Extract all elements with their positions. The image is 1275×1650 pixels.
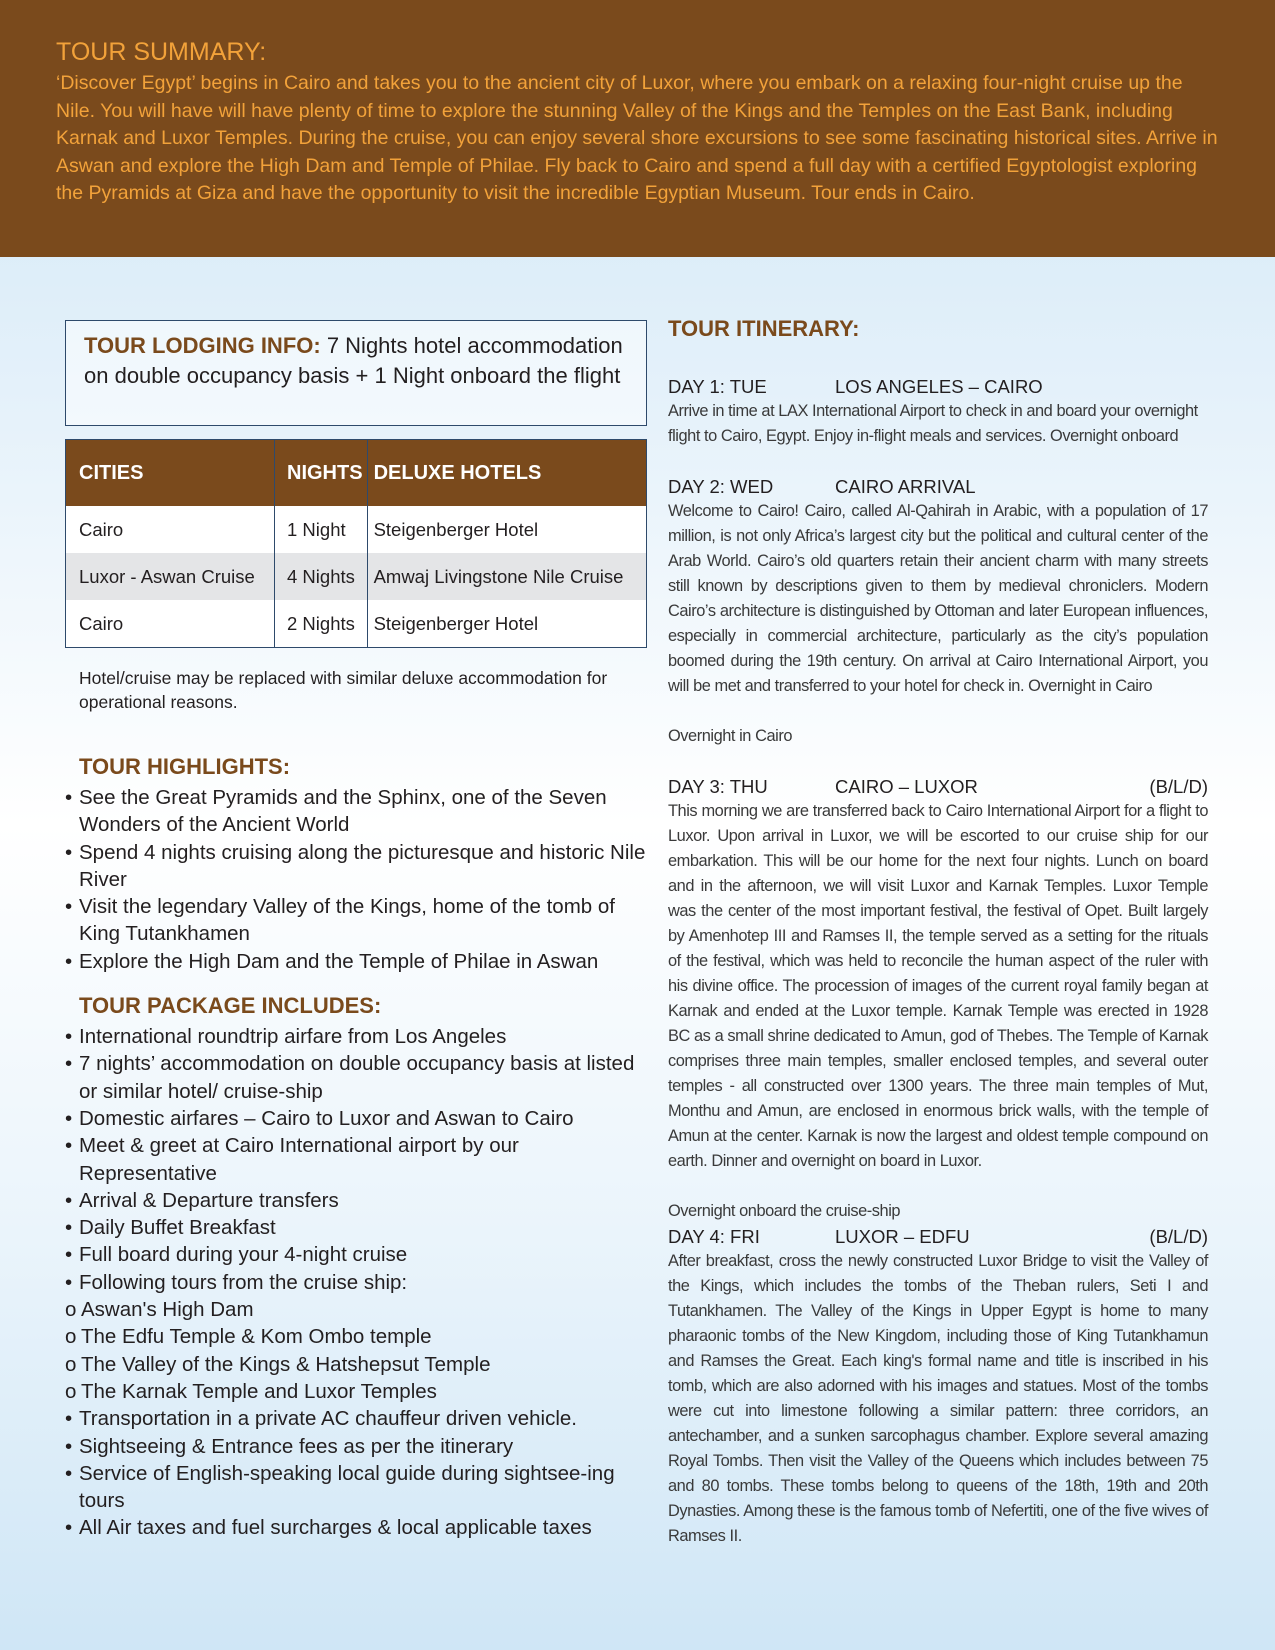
cell-nights: 2 Nights [275, 600, 368, 648]
hotels-table [65, 439, 647, 648]
list-item: • International roundtrip airfare from Los Angeles [65, 1023, 647, 1050]
day-2-overnight: Overnight in Cairo [668, 727, 792, 745]
cell-nights: 4 Nights [275, 553, 368, 600]
package-list [65, 1023, 647, 1542]
cell-hotel: Steigenberger Hotel [367, 506, 646, 553]
day-3-text: This morning we are transferred back to Cairo International Airport for a flight to Luxor. Upon arrival in Luxor, we will be escorted to our cruise ship for our embarkation. This will be our home for the next four nights. Lunch on board and in the afternoon, we will visit Luxor and Karnak Temples. Luxor Temple was the center of the most important festival, the festival of Opet. Built largely by Amenhotep III and Ramses II, the temple served as a setting for the rituals of the festival, which was held to reconcile the human aspect of the ruler with his divine office. The procession of images of the current royal family began at Karnak and ended at the Luxor temple. Karnak Temple was erected in 1928 BC as a small shrine dedicated to Amun, god of Thebes. The Temple of Karnak comprises three main temples, smaller enclosed temples, and several outer temples - all constructed over 1300 years. The three main temples of Mut, Monthu and Amun, are enclosed in enormous brick walls, with the temple of Amun at the center. Karnak is now the largest and oldest temple compound on earth. Dinner and overnight on board in Luxor. [668, 802, 1208, 1170]
list-item: o Aswan's High Dam [65, 1296, 647, 1323]
tour-summary-text: ‘Discover Egypt’ begins in Cairo and takes you to the ancient city of Luxor, where you embark on a relaxing four-night cruise up the Nile. You will have will have plenty of time to explore the stunning Valley of the Kings and the Temples on the East Bank, including Karnak and Luxor Temples. During the cruise, you can enjoy several shore excursions to see some fascinating historical sites. Arrive in Aswan and explore the High Dam and Temple of Philae. Fly back to Cairo and spend a full day with a certified Egyptologist exploring the Pyramids at Giza and have the opportunity to visit the incredible Egyptian Museum. Tour ends in Cairo. [56, 72, 1218, 204]
list-item: o The Valley of the Kings & Hatshepsut Temple [65, 1351, 647, 1378]
cell-nights: 1 Night [275, 506, 368, 553]
cell-city: Luxor - Aswan Cruise [66, 553, 275, 600]
day-route: LUXOR – EDFU [835, 1226, 970, 1247]
left-column [65, 320, 647, 1542]
itinerary-title: TOUR ITINERARY: [668, 316, 860, 341]
list-item: • Transportation in a private AC chauffeur driven vehicle. [65, 1405, 647, 1432]
col-header-cities: CITIES [66, 440, 275, 507]
lodging-info-box [65, 320, 647, 426]
day-label: DAY 1: TUE [668, 376, 767, 397]
table-row [66, 506, 647, 553]
list-item: • Meet & greet at Cairo International airport by our Representative [65, 1132, 647, 1187]
col-header-hotels: DELUXE HOTELS [367, 440, 646, 507]
list-item: • Explore the High Dam and the Temple of Philae in Aswan [65, 948, 647, 975]
list-item: • 7 nights’ accommodation on double occupancy basis at listed or similar hotel/ cruise-ship [65, 1050, 647, 1105]
list-item: • Daily Buffet Breakfast [65, 1214, 647, 1241]
day-2-heading [668, 474, 1208, 499]
list-item: • See the Great Pyramids and the Sphinx, one of the Seven Wonders of the Ancient World [65, 784, 647, 839]
list-item: • Full board during your 4-night cruise [65, 1241, 647, 1268]
tour-summary-title: TOUR SUMMARY: [56, 38, 267, 66]
list-item: o The Karnak Temple and Luxor Temples [65, 1378, 647, 1405]
day-1-text: Arrive in time at LAX International Airport to check in and board your overnight flight to Cairo, Egypt. Enjoy in-flight meals and services. Overnight onboard [668, 402, 1198, 445]
list-item: • Arrival & Departure transfers [65, 1187, 647, 1214]
day-3-overnight: Overnight onboard the cruise-ship [668, 1202, 901, 1220]
cell-hotel: Amwaj Livingstone Nile Cruise [367, 553, 646, 600]
itinerary-column [668, 316, 1208, 1549]
day-meals: (B/L/D) [1149, 776, 1208, 797]
highlights-title: TOUR HIGHLIGHTS: [79, 754, 291, 779]
list-item: • Spend 4 nights cruising along the picturesque and historic Nile River [65, 839, 647, 894]
day-meals: (B/L/D) [1149, 1226, 1208, 1247]
day-label: DAY 3: THU [668, 776, 768, 797]
cell-city: Cairo [66, 600, 275, 648]
lodging-info-title: TOUR LODGING INFO: [84, 333, 321, 358]
col-header-nights: NIGHTS [275, 440, 368, 507]
day-2-text: Welcome to Cairo! Cairo, called Al-Qahirah in Arabic, with a population of 17 million, is not only Africa’s largest city but the political and cultural center of the Arab World. Cairo’s old quarters retain their ancient charm with many streets still known by descriptions given to them by medieval chroniclers. Modern Cairo’s architecture is distinguished by Ottoman and later European influences, especially in commercial architecture, particularly as the city’s population boomed during the 19th century. On arrival at Cairo International Airport, you will be met and transferred to your hotel for check in. Overnight in Cairo [668, 502, 1208, 695]
highlights-list [65, 784, 647, 975]
table-row [66, 553, 647, 600]
day-meals [1135, 474, 1208, 499]
hotel-replacement-note: Hotel/cruise may be replaced with similar deluxe accommodation for operational reasons. [79, 668, 608, 712]
day-route: LOS ANGELES – CAIRO [835, 376, 1043, 397]
list-item: • Visit the legendary Valley of the Kings, home of the tomb of King Tutankhamen [65, 893, 647, 948]
cell-city: Cairo [66, 506, 275, 553]
day-4-heading [668, 1224, 1208, 1249]
list-item: • Following tours from the cruise ship: [65, 1269, 647, 1296]
day-label: DAY 4: FRI [668, 1226, 760, 1247]
table-row [66, 600, 647, 648]
day-route: CAIRO ARRIVAL [835, 476, 976, 497]
list-item: • Sightseeing & Entrance fees as per the itinerary [65, 1433, 647, 1460]
day-4-text: After breakfast, cross the newly constructed Luxor Bridge to visit the Valley of the Kings, which includes the tombs of the Theban rulers, Seti I and Tutankhamen. The Valley of the Kings in Upper Egypt is home to many pharaonic tombs of the New Kingdom, including those of King Tutankhamun and Ramses the Great. Each king's formal name and title is inscribed in his tomb, which are also adorned with his images and statues. Most of the tombs were cut into limestone following a similar pattern: three corridors, an antechamber, and a sunken sarcophagus chamber. Explore several amazing Royal Tombs. Then visit the Valley of the Queens which includes between 75 and 80 tombs. These tombs belong to queens of the 18th, 19th and 20th Dynasties. Among these is the famous tomb of Nefertiti, one of the five wives of Ramses II. [668, 1252, 1208, 1545]
tour-summary-banner [0, 0, 1275, 257]
day-1-heading [668, 374, 1208, 399]
cell-hotel: Steigenberger Hotel [367, 600, 646, 648]
day-3-heading [668, 774, 1208, 799]
list-item: • All Air taxes and fuel surcharges & local applicable taxes [65, 1514, 647, 1541]
day-label: DAY 2: WED [668, 476, 774, 497]
lodging-info-text: 7 Nights hotel accommodation on double occupancy basis + 1 Night onboard the flight [84, 333, 623, 388]
list-item: • Service of English-speaking local guide during sightsee-ing tours [65, 1460, 647, 1515]
hotels-table-header [66, 440, 647, 507]
day-meals [1135, 374, 1208, 399]
day-route: CAIRO – LUXOR [835, 776, 978, 797]
list-item: • Domestic airfares – Cairo to Luxor and Aswan to Cairo [65, 1105, 647, 1132]
list-item: o The Edfu Temple & Kom Ombo temple [65, 1323, 647, 1350]
package-title: TOUR PACKAGE INCLUDES: [79, 993, 382, 1019]
